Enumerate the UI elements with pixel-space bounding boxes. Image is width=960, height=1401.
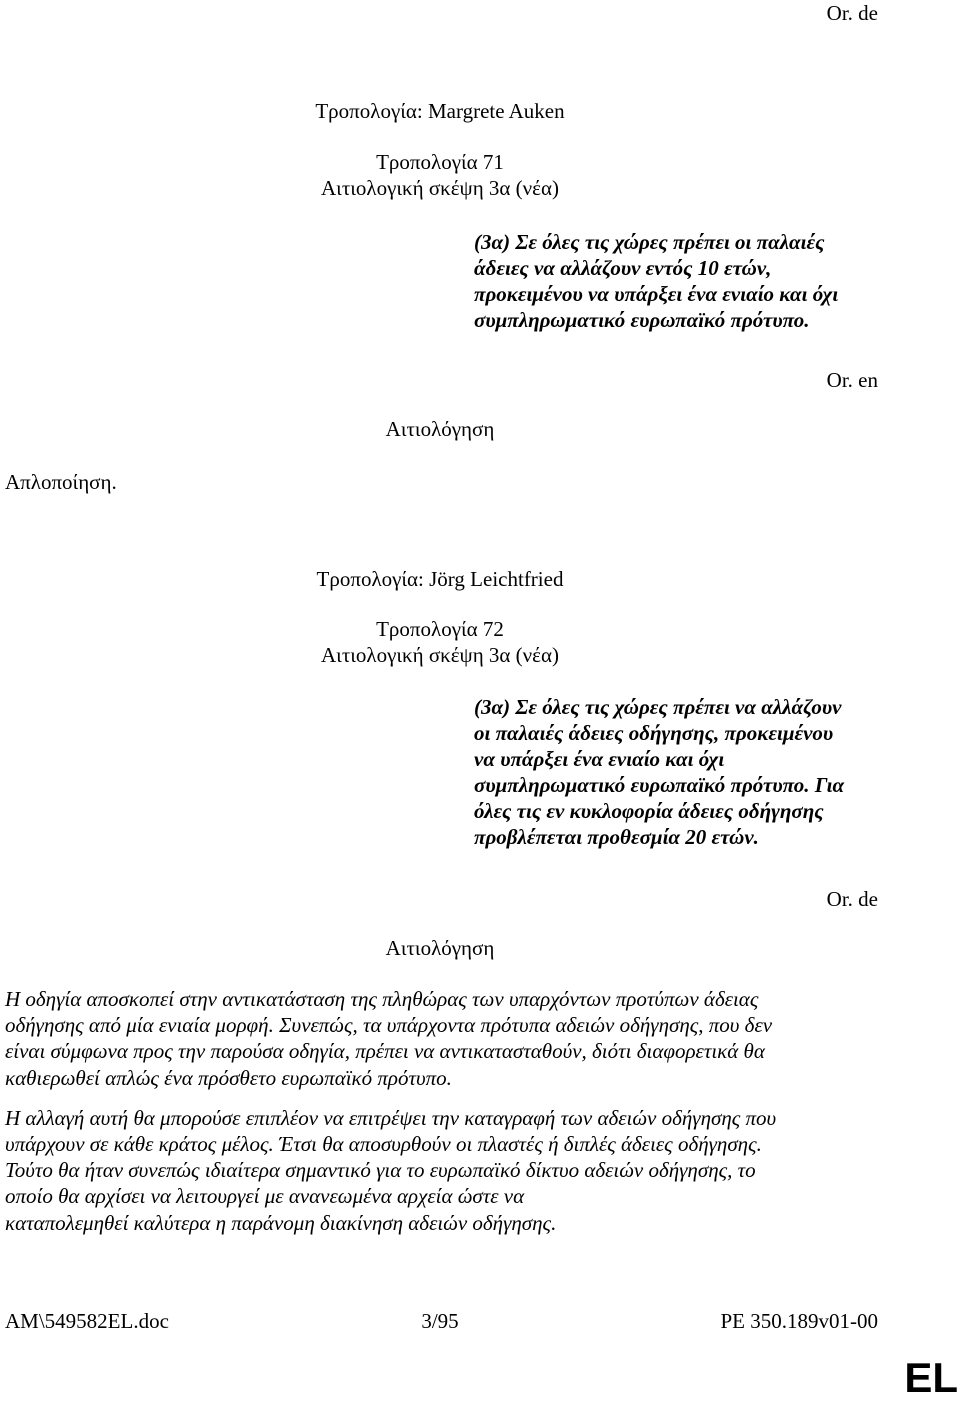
justification-paragraph (5, 1105, 875, 1236)
justification-line: υπάρχουν σε κάθε κράτος μέλος. Έτσι θα αποσυρθούν οι πλαστές ή διπλές άδειες οδήγησης. (5, 1132, 762, 1157)
amendment-71-text-line: συμπληρωματικό ευρωπαϊκό πρότυπο. (474, 308, 810, 332)
amendment-72-text-line: (3α) Σε όλες τις χώρες πρέπει να αλλάζουν (474, 695, 842, 719)
amendment-71-justification-heading: Αιτιολόγηση (385, 417, 495, 441)
justification-line: είναι σύμφωνα προς την παρούσα οδηγία, πρέπει να αντικατασταθούν, διότι διαφορετικά θα (5, 1039, 765, 1064)
footer-page-number: 3/95 (421, 1309, 459, 1333)
amendment-71-tabling: Τροπολογία: Margrete Auken (315, 99, 565, 123)
justification-line: Η οδηγία αποσκοπεί στην αντικατάσταση της πληθώρας των υπαρχόντων προτύπων άδειας (5, 987, 759, 1011)
original-language-top: Or. de (826, 1, 878, 25)
amendment-72-text (474, 694, 894, 850)
amendment-72-text-line: συμπληρωματικό ευρωπαϊκό πρότυπο. Για (474, 773, 845, 797)
amendment-72-text-line: να υπάρξει ένα ενιαίο και όχι (474, 747, 725, 771)
amendment-71-text-line: προκειμένου να υπάρξει ένα ενιαίο και όχι (474, 282, 839, 306)
amendment-71-recital: Αιτιολογική σκέψη 3α (νέα) (321, 176, 559, 200)
amendment-72-text-line: προβλέπεται προθεσμία 20 ετών. (474, 825, 759, 849)
justification-line: οποίο θα αρχίσει να λειτουργεί με ανανεωμένα αρχεία ώστε να (5, 1184, 525, 1209)
amendment-72-text-line: οι παλαιές άδειες οδήγησης, προκειμένου (474, 721, 834, 745)
amendment-72-recital: Αιτιολογική σκέψη 3α (νέα) (321, 643, 559, 667)
amendment-72-text-line: όλες τις εν κυκλοφορία άδειες οδήγησης (474, 799, 824, 823)
amendment-72-justification-heading: Αιτιολόγηση (385, 936, 495, 960)
amendment-71-justification-text: Απλοποίηση. (5, 470, 117, 494)
justification-line: οδήγησης από μία ενιαία μορφή. Συνεπώς, τα υπάρχοντα πρότυπα αδειών οδήγησης, που δεν (5, 1013, 773, 1038)
amendment-71-text-line: άδειες να αλλάζουν εντός 10 ετών, (474, 256, 772, 280)
amendment-72-justification (5, 986, 875, 1250)
amendment-71-original-language: Or. en (826, 368, 878, 392)
amendment-71-number: Τροπολογία 71 (376, 150, 504, 174)
justification-paragraph (5, 986, 875, 1091)
justification-line: καθιερωθεί απλώς ένα πρόσθετο ευρωπαϊκό πρότυπο. (5, 1065, 452, 1090)
amendment-72-original-language: Or. de (826, 887, 878, 911)
justification-line: Τούτο θα ήταν συνεπώς ιδιαίτερα σημαντικό για το ευρωπαϊκό δίκτυο αδειών οδήγησης, το (5, 1158, 756, 1183)
footer-document-reference: AM\549582EL.doc (5, 1309, 169, 1333)
amendment-71-text-line: (3α) Σε όλες τις χώρες πρέπει οι παλαιές (474, 230, 825, 254)
language-code: EL (904, 1354, 958, 1401)
justification-line: Η αλλαγή αυτή θα μπορούσε επιπλέον να επιτρέψει την καταγραφή των αδειών οδήγησης που (5, 1105, 777, 1130)
amendment-72-tabling: Τροπολογία: Jörg Leichtfried (316, 567, 564, 591)
amendment-72-number: Τροπολογία 72 (376, 617, 504, 641)
amendment-71-text (474, 229, 894, 333)
footer-pe-reference: PE 350.189v01-00 (720, 1309, 878, 1333)
justification-line: καταπολεμηθεί καλύτερα η παράνομη διακίνηση αδειών οδήγησης. (5, 1210, 557, 1235)
